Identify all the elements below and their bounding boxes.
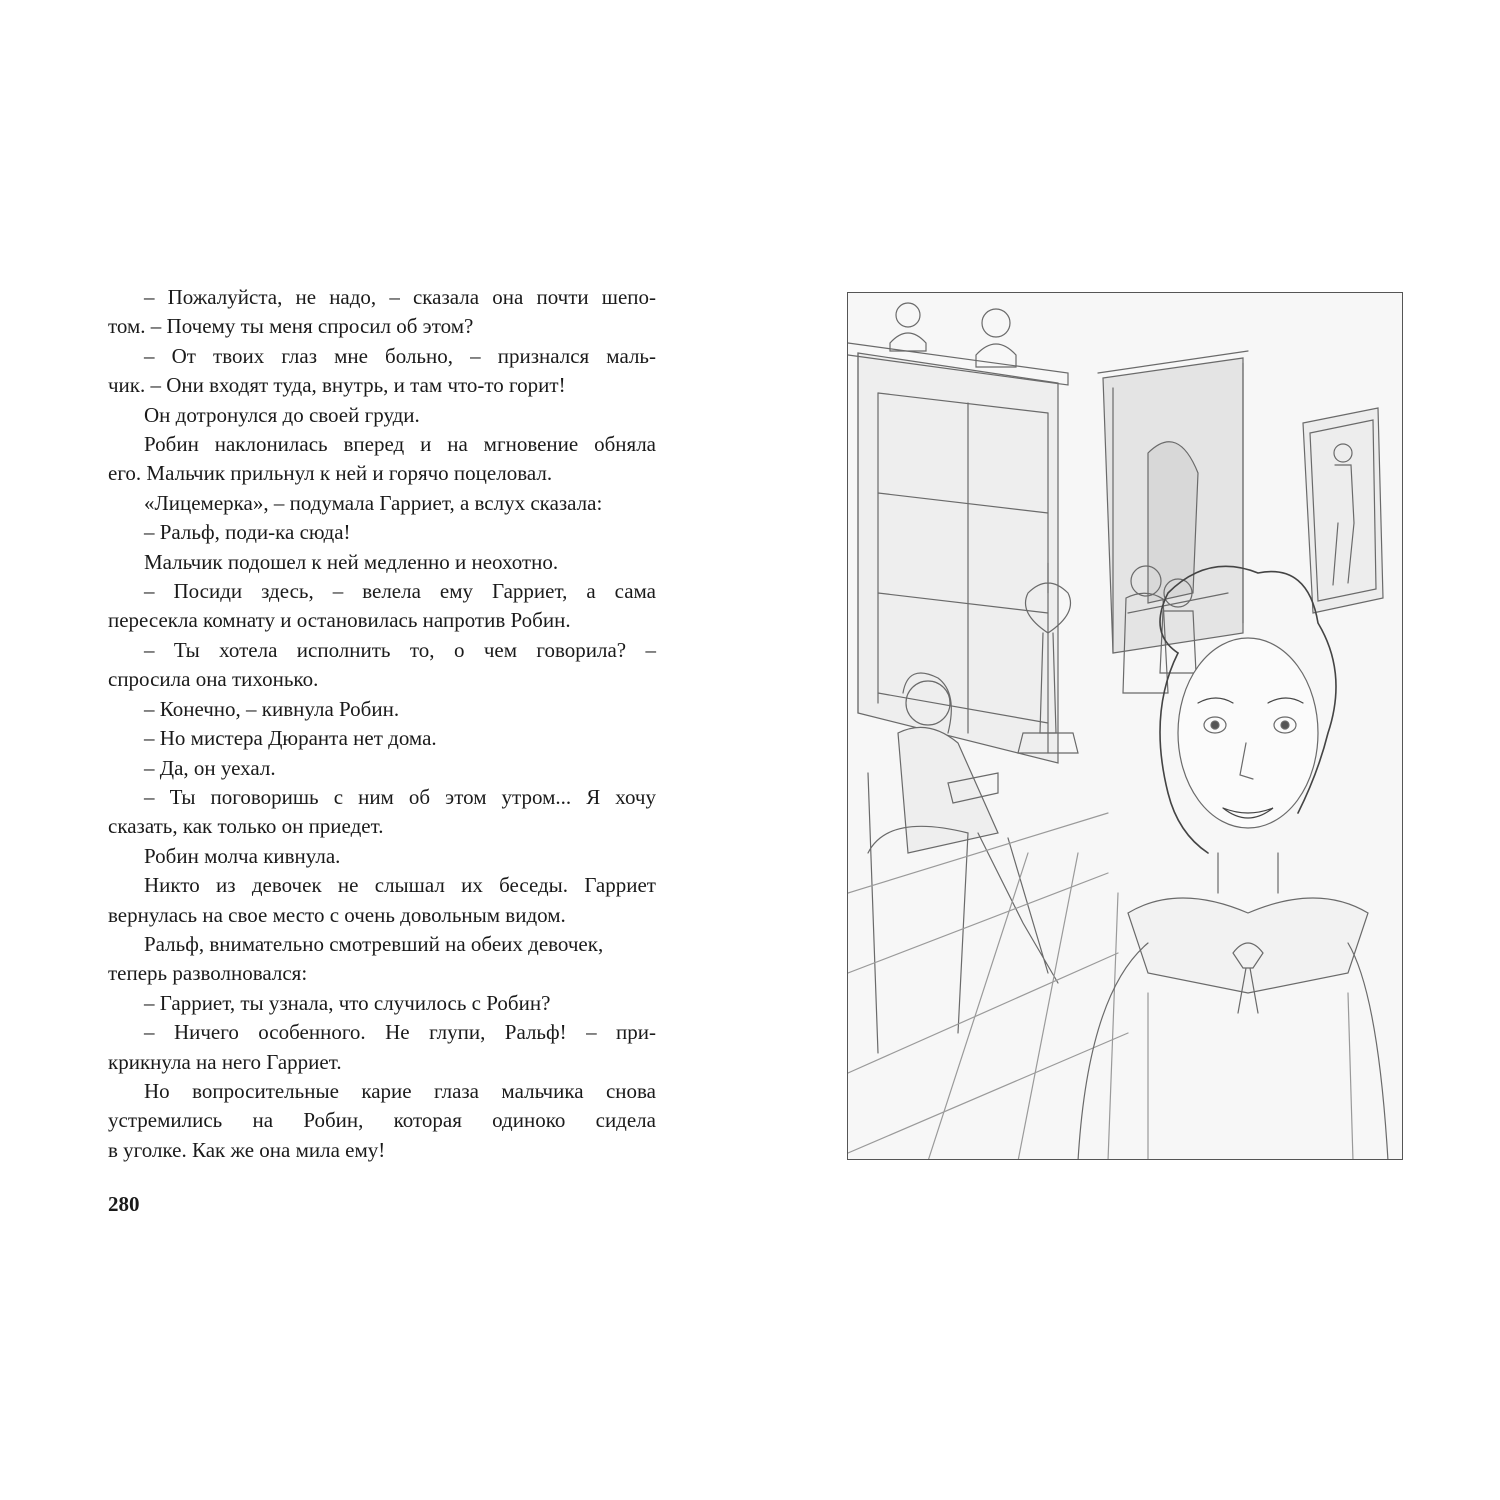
bookcase-icon (848, 343, 1068, 763)
text-line: – Конечно, – кивнула Робин. (144, 696, 400, 721)
text-line: Он дотронулся до своей груди. (144, 402, 420, 427)
text-line: Робин наклонилась вперед и на мгновение обняла (144, 432, 656, 457)
text-line: – Но мистера Дюранта нет дома. (144, 726, 437, 751)
text-line: Робин молча кивнула. (144, 843, 341, 868)
text-line: спросила она тихонько. (108, 667, 319, 692)
text-line: Мальчик подошел к ней медленно и неохотно. (144, 549, 559, 574)
doorway-icon (1098, 351, 1248, 653)
text-line: Но вопросительные карие глаза мальчика снова (144, 1078, 656, 1103)
text-line: – Гарриет, ты узнала, что случилось с Робин? (144, 990, 551, 1015)
text-line: чик. – Они входят туда, внутрь, и там что-то горит! (108, 373, 566, 398)
left-page-text (108, 283, 656, 1165)
text-line: сказать, как только он приедет. (108, 814, 384, 839)
text-line: в уголке. Как же она мила ему! (108, 1137, 386, 1162)
pencil-sketch-illustration-icon (847, 292, 1403, 1160)
text-line: – Ничего особенного. Не глупи, Ральф! – при- (144, 1020, 656, 1045)
text-line: Никто из девочек не слышал их беседы. Гарриет (144, 873, 656, 898)
text-line: – Ты поговоришь с ним об этом утром... Я хочу (144, 784, 656, 809)
text-line: – Ральф, поди-ка сюда! (144, 520, 351, 545)
text-line: – Пожалуйста, не надо, – сказала она почти шепо- (144, 285, 656, 309)
text-line: крикнула на него Гарриет. (108, 1049, 342, 1074)
text-line: «Лицемерка», – подумала Гарриет, а вслух сказала: (144, 490, 603, 515)
text-line: – Да, он уехал. (144, 755, 276, 780)
text-line: теперь разволновался: (108, 961, 308, 986)
text-line: – Посиди здесь, – велела ему Гарриет, а сама (144, 579, 656, 604)
text-line: том. – Почему ты меня спросил об этом? (108, 314, 474, 339)
text-line: пересекла комнату и остановилась напротив Робин. (108, 608, 571, 633)
text-line: его. Мальчик прильнул к ней и горячо поцеловал. (108, 461, 553, 486)
text-line: Ральф, внимательно смотревший на обеих девочек, (144, 931, 604, 956)
text-line: – От твоих глаз мне больно, – признался маль- (144, 343, 656, 368)
page-number: 280 (108, 1192, 140, 1216)
framed-portrait-icon (1303, 408, 1383, 613)
text-line: – Ты хотела исполнить то, о чем говорила? – (144, 637, 656, 662)
text-line: вернулась на свое место с очень довольным видом. (108, 902, 566, 927)
text-line: устремились на Робин, которая одиноко сидела (108, 1108, 656, 1133)
